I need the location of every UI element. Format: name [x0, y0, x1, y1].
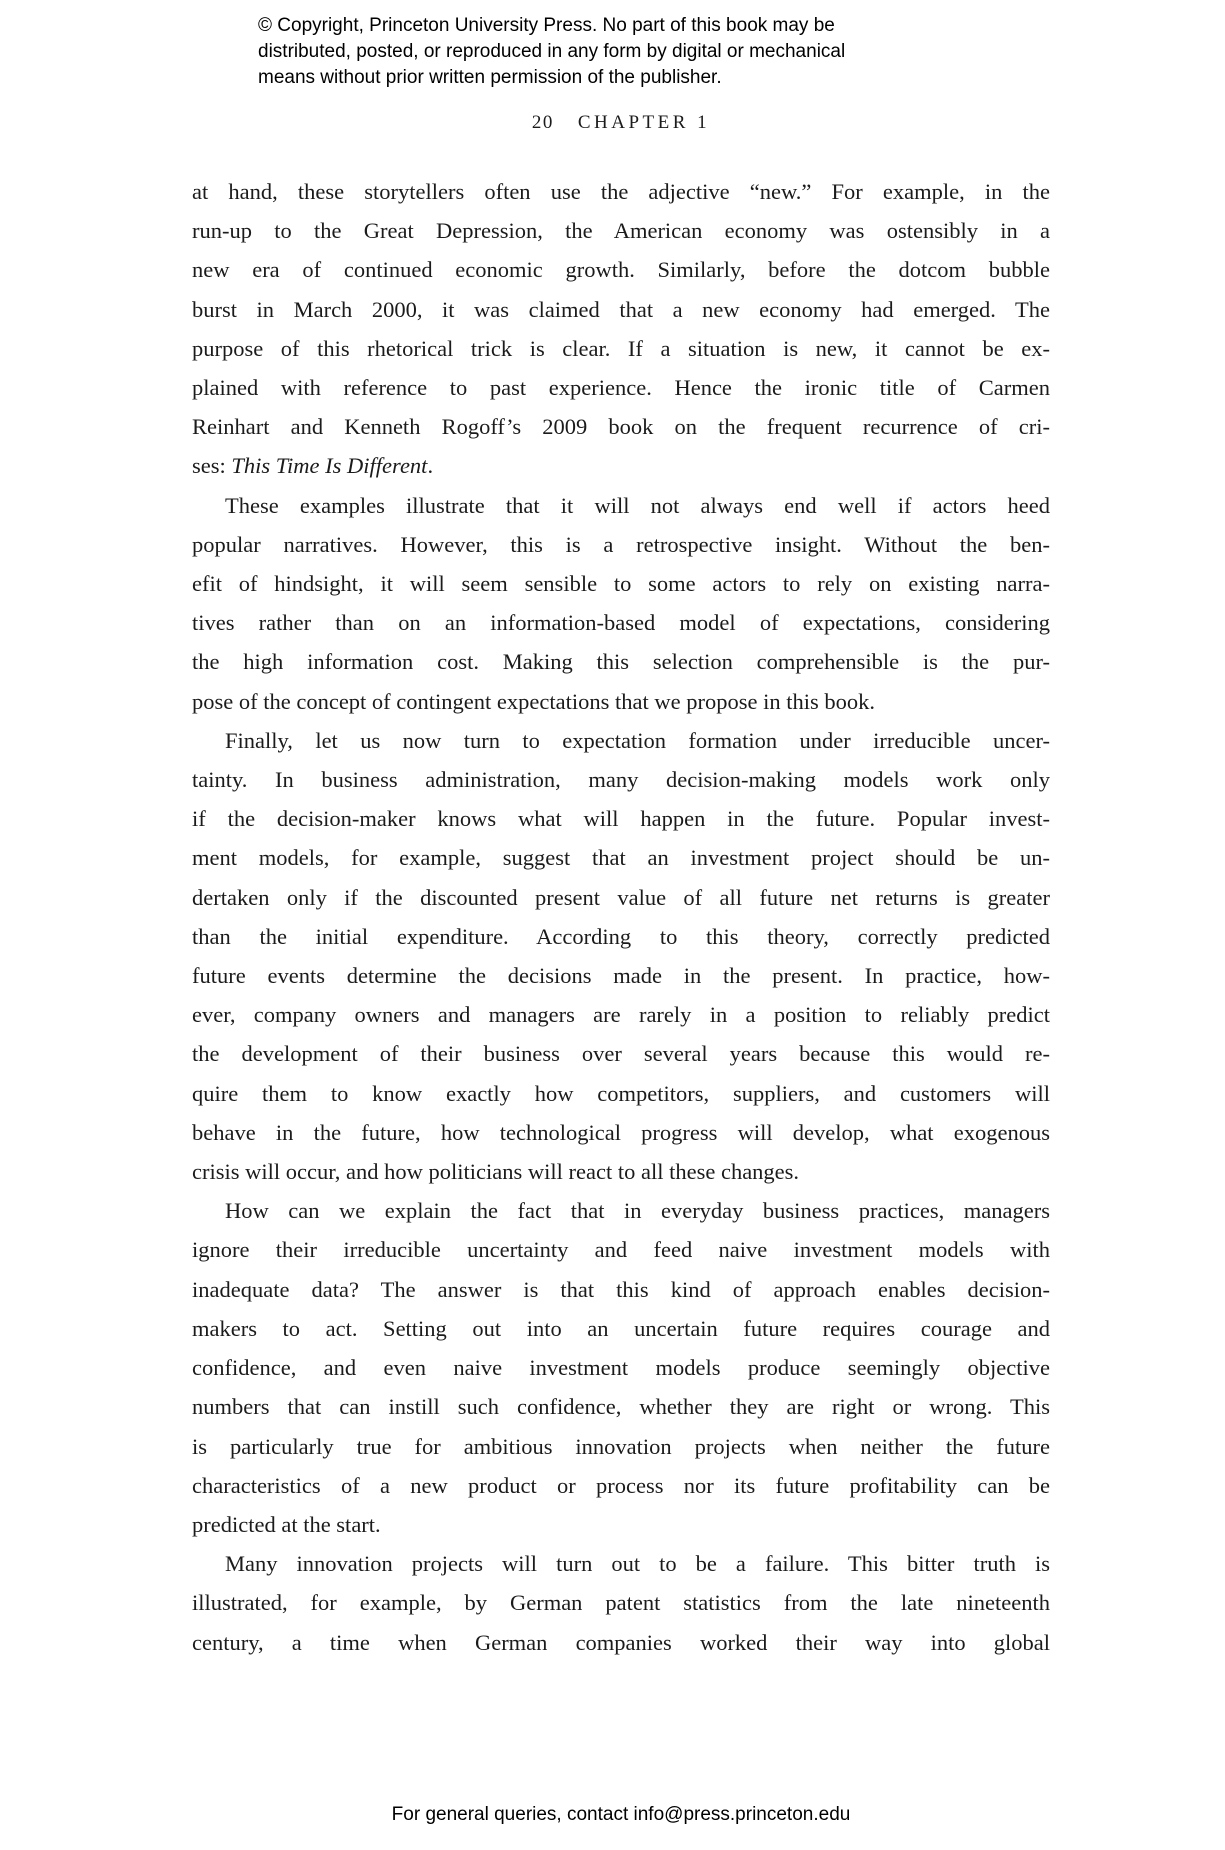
text-line	[192, 1113, 1050, 1152]
text-line	[192, 1427, 1050, 1466]
text-line	[192, 564, 1050, 603]
text-segment: numbers that can instill such confidence, whether they are right or wrong. This	[192, 1394, 1050, 1420]
text-line	[192, 682, 1050, 721]
text-line	[192, 250, 1050, 289]
text-segment: quire them to know exactly how competitors, suppliers, and customers will	[192, 1080, 1050, 1106]
text-line	[192, 446, 1050, 485]
text-segment: makers to act. Setting out into an uncertain future requires courage and	[192, 1315, 1050, 1341]
text-segment: new era of continued economic growth. Similarly, before the dotcom bubble	[192, 257, 1050, 283]
text-segment: future events determine the decisions made in the present. In practice, how-	[192, 963, 1050, 989]
text-segment: ever, company owners and managers are rarely in a position to reliably predict	[192, 1002, 1050, 1028]
text-line	[192, 917, 1050, 956]
text-segment: dertaken only if the discounted present value of all future net returns is greater	[192, 884, 1050, 910]
text-segment: popular narratives. However, this is a retrospective insight. Without the ben-	[192, 531, 1050, 557]
text-segment: burst in March 2000, it was claimed that a new economy had emerged. The	[192, 296, 1050, 322]
text-line	[192, 642, 1050, 681]
text-line	[192, 1152, 1050, 1191]
text-segment: than the initial expenditure. According to this theory, correctly predicted	[192, 923, 1050, 949]
text-line	[192, 1309, 1050, 1348]
text-line	[192, 878, 1050, 917]
text-line	[192, 799, 1050, 838]
chapter-title: CHAPTER 1	[577, 112, 711, 133]
text-segment: crisis will occur, and how politicians will react to all these changes.	[192, 1159, 800, 1185]
text-segment: purpose of this rhetorical trick is clear. If a situation is new, it cannot be ex-	[192, 335, 1050, 361]
text-segment: characteristics of a new product or process nor its future profitability can be	[192, 1472, 1050, 1498]
paragraph	[192, 1191, 1050, 1544]
text-line	[192, 290, 1050, 329]
text-line	[192, 407, 1050, 446]
text-segment: the high information cost. Making this selection comprehensible is the pur-	[192, 649, 1050, 675]
text-segment: run-up to the Great Depression, the American economy was ostensibly in a	[192, 218, 1050, 244]
text-segment: ignore their irreducible uncertainty and feed naive investment models with	[192, 1237, 1050, 1263]
footer-text: For general queries, contact info@press.princeton.edu	[391, 1804, 851, 1825]
text-segment: Reinhart and Kenneth Rogoff’s 2009 book on the frequent recurrence of cri-	[192, 414, 1050, 440]
text-line	[192, 721, 1050, 760]
text-line	[192, 172, 1050, 211]
text-line	[192, 1544, 1050, 1583]
text-segment: illustrated, for example, by German patent statistics from the late nineteenth	[192, 1590, 1050, 1616]
text-line	[192, 1505, 1050, 1544]
text-line	[192, 603, 1050, 642]
text-segment: if the decision-maker knows what will happen in the future. Popular invest-	[192, 806, 1050, 832]
text-segment: These examples illustrate that it will not always end well if actors heed	[225, 492, 1050, 518]
text-segment: efit of hindsight, it will seem sensible to some actors to rely on existing narra-	[192, 571, 1050, 597]
text-line	[192, 838, 1050, 877]
text-line	[192, 1074, 1050, 1113]
text-segment: the development of their business over several years because this would re-	[192, 1041, 1050, 1067]
book-title-italic: This Time Is Different	[231, 453, 428, 479]
text-segment: ses:	[192, 453, 232, 479]
text-segment: .	[427, 453, 434, 479]
text-line	[192, 1230, 1050, 1269]
text-line	[192, 1466, 1050, 1505]
paragraph	[192, 721, 1050, 1191]
text-line	[192, 956, 1050, 995]
copyright-notice	[258, 13, 845, 91]
text-segment: is particularly true for ambitious innovation projects when neither the future	[192, 1433, 1050, 1459]
text-segment: tainty. In business administration, many decision-making models work only	[192, 767, 1050, 793]
text-segment: pose of the concept of contingent expectations that we propose in this book.	[192, 688, 875, 714]
text-line	[192, 1270, 1050, 1309]
paragraph	[192, 172, 1050, 486]
text-segment: predicted at the start.	[192, 1511, 381, 1537]
text-segment: at hand, these storytellers often use the adjective “new.” For example, in the	[192, 179, 1050, 204]
text-line	[192, 211, 1050, 250]
text-line: distributed, posted, or reproduced in any form by digital or mechanical	[258, 41, 846, 62]
text-line	[192, 760, 1050, 799]
text-segment: How can we explain the fact that in everyday business practices, managers	[225, 1198, 1050, 1224]
page-footer	[192, 1804, 1050, 1826]
text-segment: tives rather than on an information-based model of expectations, considering	[192, 610, 1050, 636]
text-line	[192, 1623, 1050, 1662]
page-number: 20	[531, 112, 554, 133]
text-segment: ment models, for example, suggest that an investment project should be un-	[192, 845, 1050, 871]
body-text	[192, 172, 1050, 1662]
text-line	[192, 329, 1050, 368]
running-head	[192, 112, 1050, 134]
text-line	[192, 368, 1050, 407]
text-segment: Finally, let us now turn to expectation formation under irreducible uncer-	[225, 727, 1050, 753]
text-segment: behave in the future, how technological progress will develop, what exogenous	[192, 1119, 1050, 1145]
text-line	[192, 525, 1050, 564]
paragraph	[192, 486, 1050, 721]
text-line	[192, 486, 1050, 525]
text-line	[192, 1034, 1050, 1073]
text-segment: inadequate data? The answer is that this kind of approach enables decision-	[192, 1276, 1050, 1302]
text-line	[192, 1191, 1050, 1230]
paragraph	[192, 1544, 1050, 1662]
text-segment: plained with reference to past experience. Hence the ironic title of Carmen	[192, 375, 1050, 401]
text-segment: century, a time when German companies worked their way into global	[192, 1629, 1050, 1655]
text-line: © Copyright, Princeton University Press. No part of this book may be	[258, 15, 835, 36]
text-segment: Many innovation projects will turn out to be a failure. This bitter truth is	[225, 1551, 1050, 1577]
text-line	[192, 1348, 1050, 1387]
text-line	[192, 1583, 1050, 1622]
text-line: means without prior written permission of the publisher.	[258, 67, 722, 88]
text-line	[192, 995, 1050, 1034]
text-segment: confidence, and even naive investment models produce seemingly objective	[192, 1355, 1050, 1381]
text-line	[192, 1387, 1050, 1426]
